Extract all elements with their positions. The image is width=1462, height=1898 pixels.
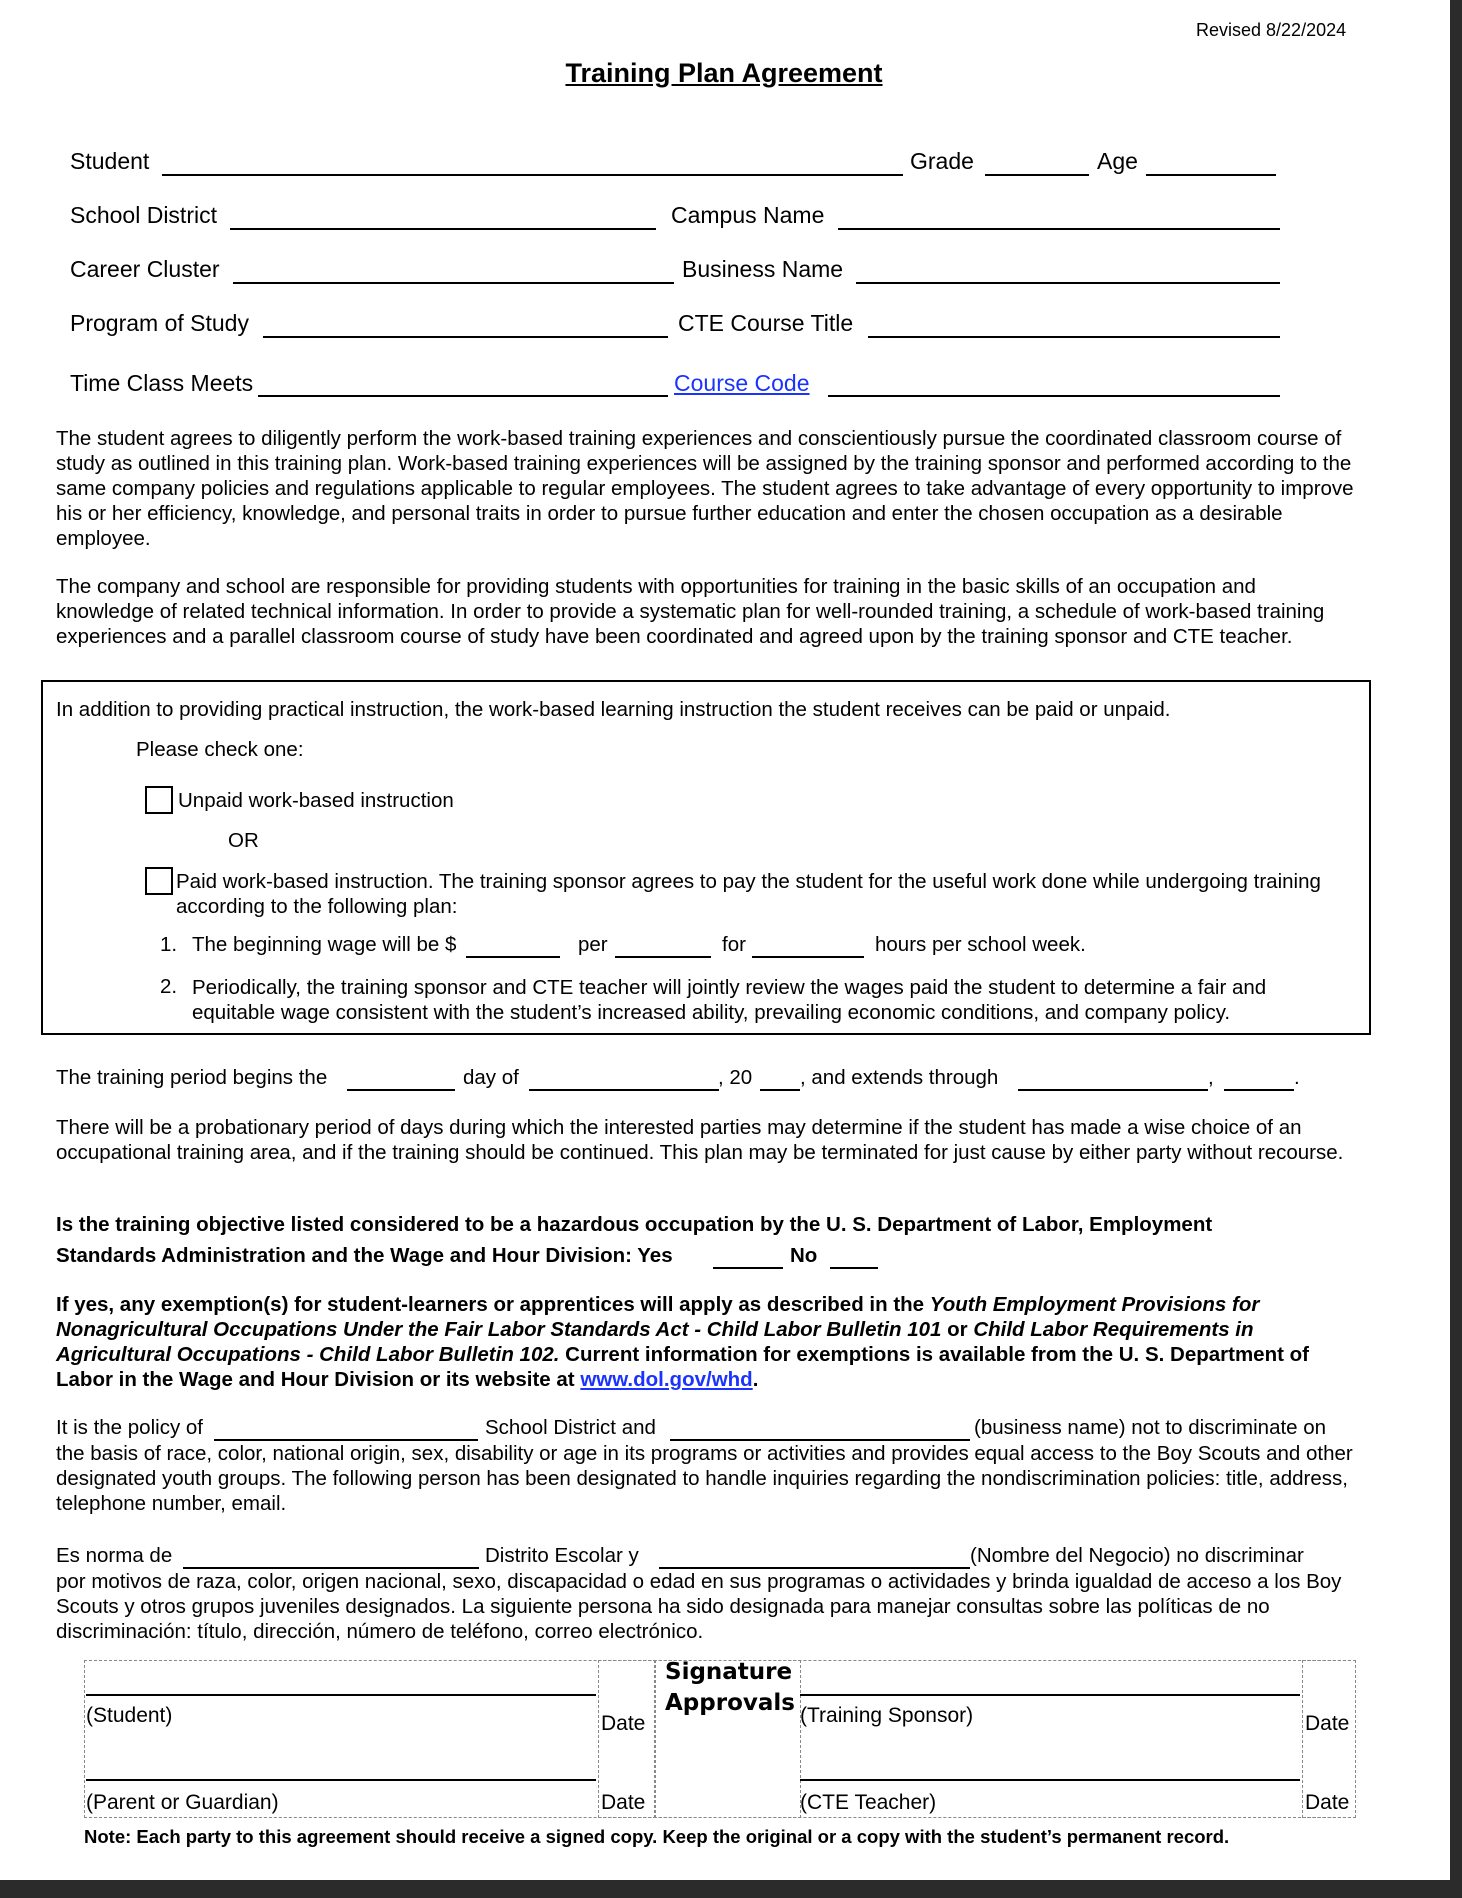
- campus-name-field[interactable]: [838, 228, 1280, 230]
- exemption-paragraph: [56, 1292, 1356, 1392]
- hazard-question-line2: Standards Administration and the Wage and Hour Division: Yes: [56, 1244, 673, 1267]
- probation-paragraph: There will be a probationary period of days during which the interested parties may determine if the student has made a wise choice of an occupational training area, and if the training should be continued. This plan may be terminated for just cause by either party without recourse.: [56, 1116, 1344, 1164]
- agreement-paragraph-1: The student agrees to diligently perform the work-based training experiences and conscientiously pursue the coordinated classroom course of study as outlined in this training plan. Work-based training experiences will be assigned by the training sponsor and performed according to the same company policies and regulations applicable to regular employees. The student agrees to take advantage of every opportunity to improve his or her efficiency, knowledge, and personal traits in order to pursue further education and enter the chosen occupation as a desirable employee.: [56, 427, 1354, 550]
- viewer-edge-right: [1450, 0, 1462, 1898]
- exemption-text-3: or: [941, 1318, 974, 1341]
- student-field[interactable]: [162, 174, 903, 176]
- student-label: Student: [70, 148, 150, 174]
- program-of-study-field[interactable]: [263, 336, 668, 338]
- school-district-label: School District: [70, 202, 217, 228]
- item2-text: Periodically, the training sponsor and CTE teacher will jointly review the wages paid the student to determine a fair and equitable wage consistent with the student’s increased ability, prevailing economic conditions, and company policy.: [192, 976, 1267, 1024]
- grade-label: Grade: [910, 148, 974, 174]
- signature-approvals-title: [665, 1657, 795, 1719]
- parent-signature-line[interactable]: [86, 1779, 596, 1781]
- begin-day-field[interactable]: [347, 1089, 455, 1091]
- policy-en-text-a: It is the policy of: [56, 1416, 203, 1439]
- age-label: Age: [1097, 148, 1138, 174]
- training-period-text-f: .: [1294, 1066, 1300, 1089]
- training-period-text-e: ,: [1208, 1066, 1214, 1089]
- policy-en-text-b: School District and: [485, 1416, 656, 1439]
- bulletin-102-title: Child Labor Requirements in Agricultural Occupations - Child Labor Bulletin 102.: [56, 1318, 1254, 1366]
- age-field[interactable]: [1146, 174, 1276, 176]
- hazard-no-field[interactable]: [830, 1267, 878, 1269]
- footer-note: Note: Each party to this agreement should receive a signed copy. Keep the original or a copy with the student’s permanent record.: [84, 1826, 1230, 1847]
- parent-date-label: Date: [601, 1791, 646, 1814]
- cte-course-title-label: CTE Course Title: [678, 310, 854, 336]
- school-district-field[interactable]: [230, 228, 656, 230]
- signature-title-line2: Approvals: [665, 1690, 795, 1716]
- policy-es-text-a: Es norma de: [56, 1544, 173, 1567]
- item2-number: 2.: [160, 975, 178, 998]
- student-signature-line[interactable]: [86, 1694, 596, 1696]
- sponsor-date-label: Date: [1305, 1712, 1350, 1735]
- time-class-meets-field[interactable]: [258, 395, 668, 397]
- item1-hours-text: hours per school week.: [875, 933, 1086, 956]
- training-period-text-a: The training period begins the: [56, 1066, 328, 1089]
- agreement-paragraph-2: The company and school are responsible for providing students with opportunities for training in the basic skills of an occupation and knowledge of related technical information. In order to provide a systematic plan for well-rounded training, a schedule of work-based training experiences and a parallel classroom course of study have been coordinated and agreed upon by the training sponsor and CTE teacher.: [56, 575, 1325, 648]
- end-date-field[interactable]: [1018, 1089, 1208, 1091]
- item1-number: 1.: [160, 933, 178, 956]
- teacher-date-label: Date: [1305, 1791, 1350, 1814]
- paid-checkbox[interactable]: [145, 867, 173, 895]
- dol-website-link[interactable]: www.dol.gov/whd: [580, 1368, 753, 1391]
- policy-es-text-b: Distrito Escolar y: [485, 1544, 639, 1567]
- hazard-question-line1: Is the training objective listed considered to be a hazardous occupation by the U. S. Department of Labor, Employment: [56, 1213, 1213, 1236]
- item1-wage-text: The beginning wage will be $: [192, 933, 457, 956]
- policy-en-paragraph: the basis of race, color, national origin, sex, disability or age in its programs or activities and provides equal access to the Boy Scouts and other designated youth groups. The following person has been designated to handle inquiries regarding the nondiscrimination policies: title, address, telephone number, email.: [56, 1442, 1353, 1515]
- course-code-field[interactable]: [828, 395, 1280, 397]
- revision-date: Revised 8/22/2024: [1196, 20, 1347, 40]
- program-of-study-label: Program of Study: [70, 310, 249, 336]
- or-label: OR: [228, 829, 259, 852]
- policy-es-text-c: (Nombre del Negocio) no discriminar: [970, 1544, 1304, 1567]
- unpaid-label: Unpaid work-based instruction: [178, 789, 454, 812]
- signature-title-line1: Signature: [665, 1659, 793, 1685]
- bulletin-101-title: Youth Employment Provisions for Nonagricultural Occupations Under the Fair Labor Standards Act - Child Labor Bulletin 101: [56, 1293, 1260, 1341]
- teacher-signature-line[interactable]: [800, 1779, 1300, 1781]
- student-signature-label: (Student): [86, 1704, 173, 1727]
- training-period-text-c: , 20: [718, 1066, 753, 1089]
- wage-amount-field[interactable]: [466, 956, 560, 958]
- student-date-label: Date: [601, 1712, 646, 1735]
- grade-field[interactable]: [985, 174, 1089, 176]
- business-name-field[interactable]: [856, 282, 1280, 284]
- cte-course-title-field[interactable]: [868, 336, 1280, 338]
- exemption-text-6: .: [752, 1368, 759, 1391]
- policy-es-paragraph: por motivos de raza, color, origen nacional, sexo, discapacidad o edad en sus programas o actividades y brinda igualdad de acceso a los Boy Scouts y otros grupos juveniles designados. La siguiente persona ha sido designada para manejar consultas sobre las políticas de no discriminación: título, dirección, número de teléfono, correo electrónico.: [56, 1570, 1342, 1643]
- sponsor-signature-label: (Training Sponsor): [800, 1704, 974, 1727]
- training-period-text-b: day of: [463, 1066, 519, 1089]
- viewer-edge-bottom: [0, 1880, 1462, 1898]
- training-period-text-d: , and extends through: [800, 1066, 999, 1089]
- career-cluster-label: Career Cluster: [70, 256, 220, 282]
- end-year-field[interactable]: [1224, 1089, 1294, 1091]
- check-one-label: Please check one:: [136, 738, 304, 761]
- hazard-no-label: No: [790, 1244, 818, 1267]
- begin-month-field[interactable]: [529, 1089, 719, 1091]
- sponsor-signature-line[interactable]: [800, 1694, 1300, 1696]
- policy-en-text-c: (business name) not to discriminate on: [974, 1416, 1327, 1439]
- time-class-meets-label: Time Class Meets: [70, 370, 254, 396]
- pay-intro: In addition to providing practical instruction, the work-based learning instruction the student receives can be paid or unpaid.: [56, 698, 1171, 721]
- item1-per-text: per: [578, 933, 608, 956]
- begin-year-field[interactable]: [760, 1089, 800, 1091]
- teacher-signature-label: (CTE Teacher): [800, 1791, 937, 1814]
- business-name-label: Business Name: [682, 256, 844, 282]
- paid-label: Paid work-based instruction. The training sponsor agrees to pay the student for the useful work done while undergoing training according to the following plan:: [176, 870, 1321, 918]
- hazard-yes-field[interactable]: [713, 1267, 783, 1269]
- item1-for-text: for: [722, 933, 746, 956]
- career-cluster-field[interactable]: [233, 282, 674, 284]
- unpaid-checkbox[interactable]: [145, 786, 173, 814]
- wage-period-field[interactable]: [615, 956, 711, 958]
- exemption-text-5: Current information for exemptions is available from the U. S. Department of Labor in the Wage and Hour Division or its website at: [56, 1343, 1309, 1391]
- parent-signature-label: (Parent or Guardian): [86, 1791, 279, 1814]
- hours-field[interactable]: [752, 956, 864, 958]
- campus-name-label: Campus Name: [671, 202, 825, 228]
- course-code-link[interactable]: Course Code: [674, 370, 810, 396]
- exemption-text-1: If yes, any exemption(s) for student-learners or apprentices will apply as described in the: [56, 1293, 930, 1316]
- page-title: Training Plan Agreement: [565, 58, 883, 88]
